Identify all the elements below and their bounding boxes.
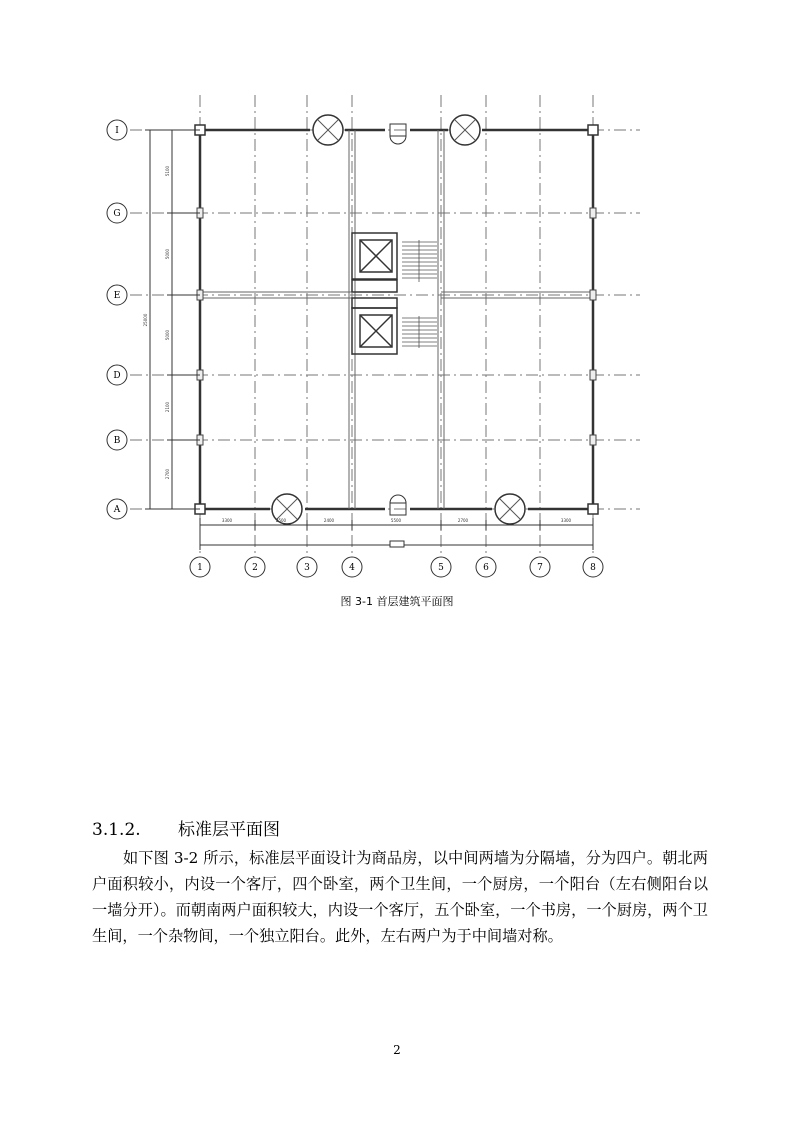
row-axis-label: B [113,436,121,446]
column-axis-label: 6 [483,563,489,573]
bottom-dimension: 5500 [390,518,402,523]
bottom-dimension: 3300 [560,518,572,523]
bottom-dimension: 3300 [221,518,233,523]
left-total-dimension: 25000 [143,313,148,327]
column-axis-label: 4 [349,563,355,573]
section-number: 3.1.2. [92,820,141,840]
figure-caption: 图 3-1 首层建筑平面图 [340,595,454,608]
bottom-dimension: 2700 [457,518,469,523]
column-axis-label: 3 [304,563,310,573]
row-axis-label: A [113,505,121,515]
column-axis-label: 5 [438,563,444,573]
column-axis-label: 7 [537,563,543,573]
row-axis-label: I [115,126,119,136]
column-axis-label: 1 [197,563,203,573]
column-axis-label: 8 [590,563,596,573]
row-axis-label: G [113,209,121,219]
row-axis-label: E [113,291,121,301]
left-dimension: 5000 [165,329,170,341]
left-dimension: 5000 [165,248,170,260]
column-axis-label: 2 [252,563,258,573]
row-axis-label: D [113,371,121,381]
section-title: 标准层平面图 [178,820,280,840]
left-dimension: 2700 [165,468,170,480]
section-heading [92,815,280,840]
bottom-dimension: 2500 [275,518,287,523]
page-number: 2 [393,1043,401,1057]
left-dimension: 5100 [165,165,170,177]
bottom-dimension: 2400 [323,518,335,523]
left-dimension: 2100 [165,401,170,413]
body-paragraph: 如下图 3-2 所示，标准层平面设计为商品房，以中间两墙为分隔墙，分为四户。朝北两户面积较小，内设一个客厅，四个卧室，两个卫生间，一个厨房，一个阳台（左右侧阳台以一墙分开）。而朝南两户面积较大，内设一个客厅，五个卧室，一个书房，一个厨房，两个卫生间，一个杂物间，一个独立阳台。此外，左右两户为于中间墙对称。 [92,849,708,945]
